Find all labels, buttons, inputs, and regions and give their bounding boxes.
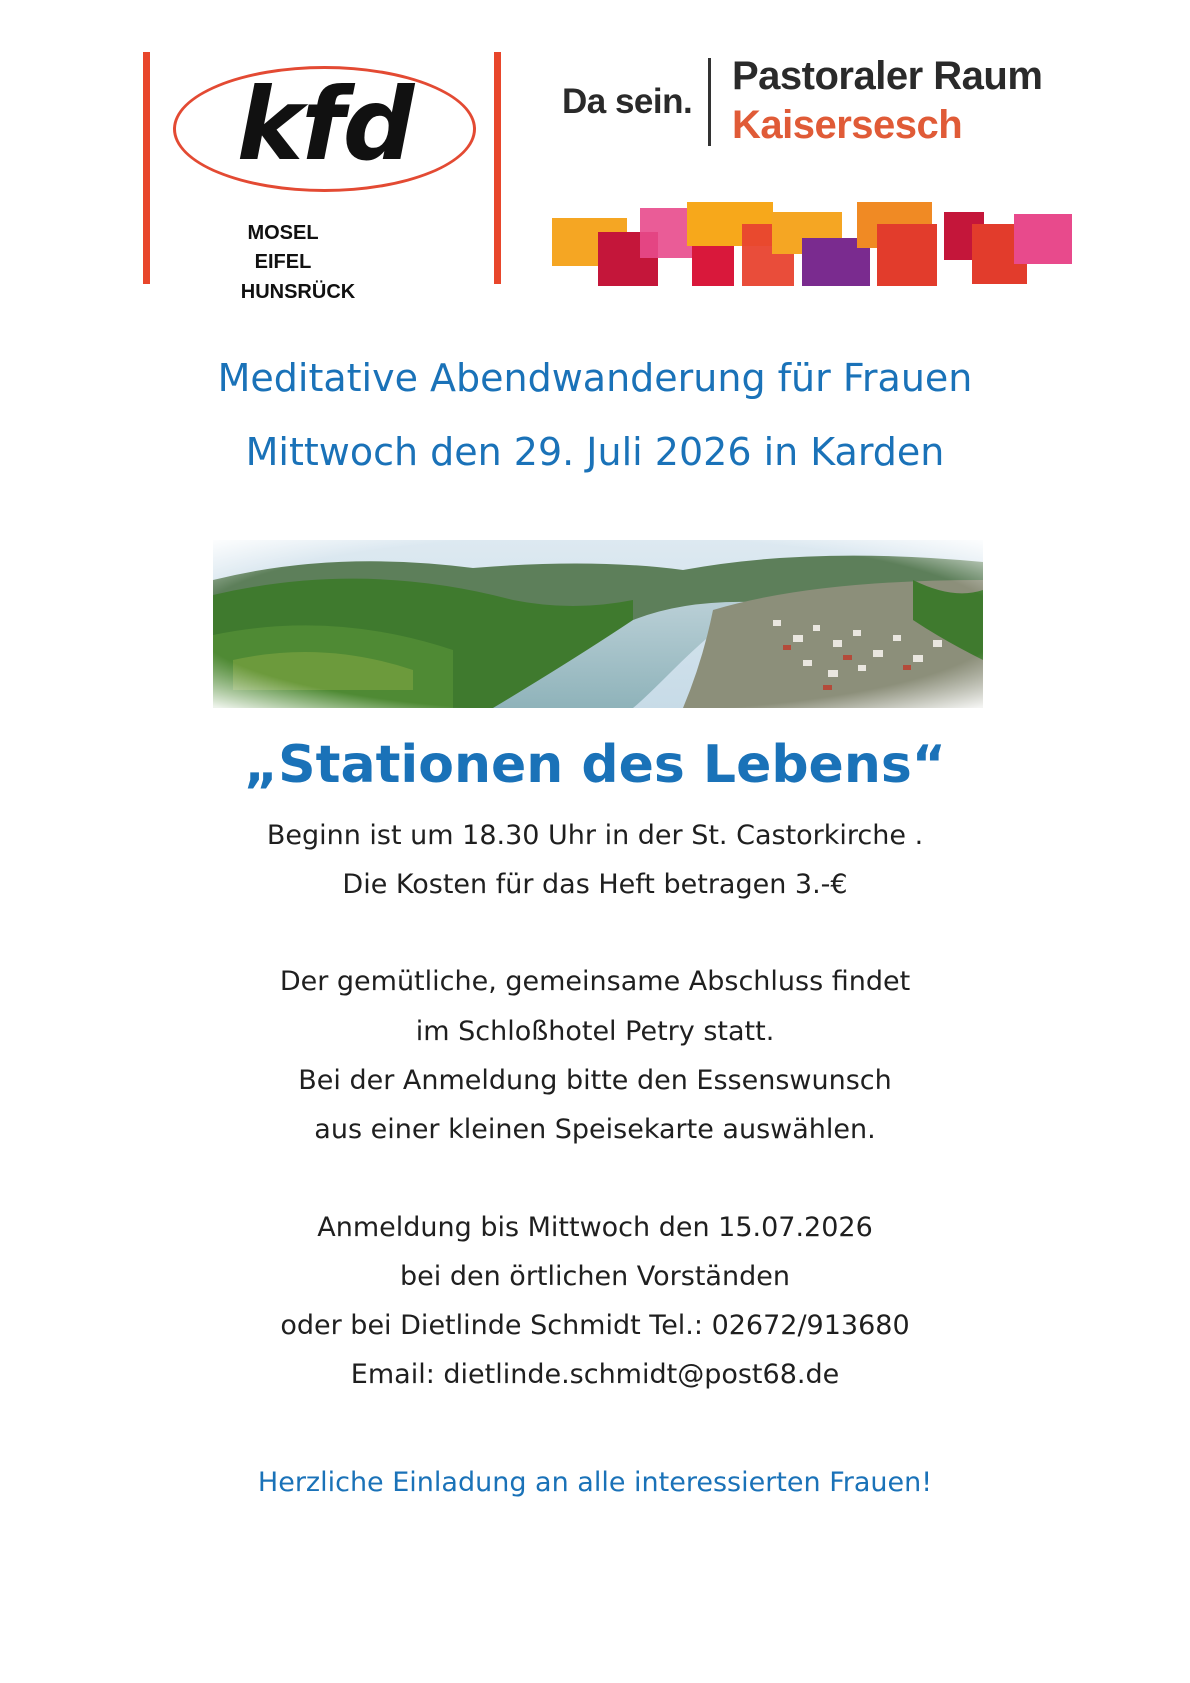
mosel-valley-landscape-icon (213, 540, 983, 708)
body-line-email: Email: dietlinde.schmidt@post68.de (350, 1359, 840, 1390)
region-hunsrueck: HUNSRÜCK (240, 281, 356, 303)
body-line-cost: Die Kosten für das Heft betragen 3.-€ (342, 869, 848, 900)
region-eifel: EIFEL (254, 251, 312, 273)
pastoral-logo (552, 52, 1072, 292)
body-line-boards: bei den örtlichen Vorständen (400, 1261, 790, 1292)
closing-invitation: Herzliche Einladung an alle interessierten Frauen! (257, 1467, 933, 1498)
body-line-menu-2: aus einer kleinen Speisekarte auswählen. (314, 1114, 876, 1145)
event-date-location: Mittwoch den 29. Juli 2026 in Karden (245, 430, 945, 474)
pastoral-title-line2: Kaisersesch (732, 103, 963, 147)
body-line-phone: oder bei Dietlinde Schmidt Tel.: 02672/913680 (280, 1310, 910, 1341)
pastoral-tagline: Da sein. (562, 82, 693, 121)
subtitle: „Stationen des Lebens“ (244, 735, 946, 795)
body-line-registration: Anmeldung bis Mittwoch den 15.07.2026 (317, 1212, 873, 1243)
body-line-menu-1: Bei der Anmeldung bitte den Essenswunsch (298, 1065, 892, 1096)
region-mosel: MOSEL (247, 222, 319, 244)
pastoral-divider (708, 58, 711, 146)
pastoral-color-blocks (552, 202, 1072, 292)
body-line-closing-1: Der gemütliche, gemeinsame Abschluss findet (279, 966, 911, 997)
pastoral-title-line1: Pastoraler Raum (732, 54, 1043, 98)
event-title: Meditative Abendwanderung für Frauen (217, 356, 973, 400)
kfd-right-bar (494, 52, 501, 284)
body-line-closing-2: im Schloßhotel Petry statt. (415, 1016, 775, 1047)
kfd-wordmark: kfd (236, 66, 413, 183)
body-line-start: Beginn ist um 18.30 Uhr in der St. Castorkirche . (266, 820, 924, 851)
kfd-left-bar (143, 52, 150, 284)
kfd-logo (143, 52, 505, 303)
kfd-oval (173, 66, 476, 192)
